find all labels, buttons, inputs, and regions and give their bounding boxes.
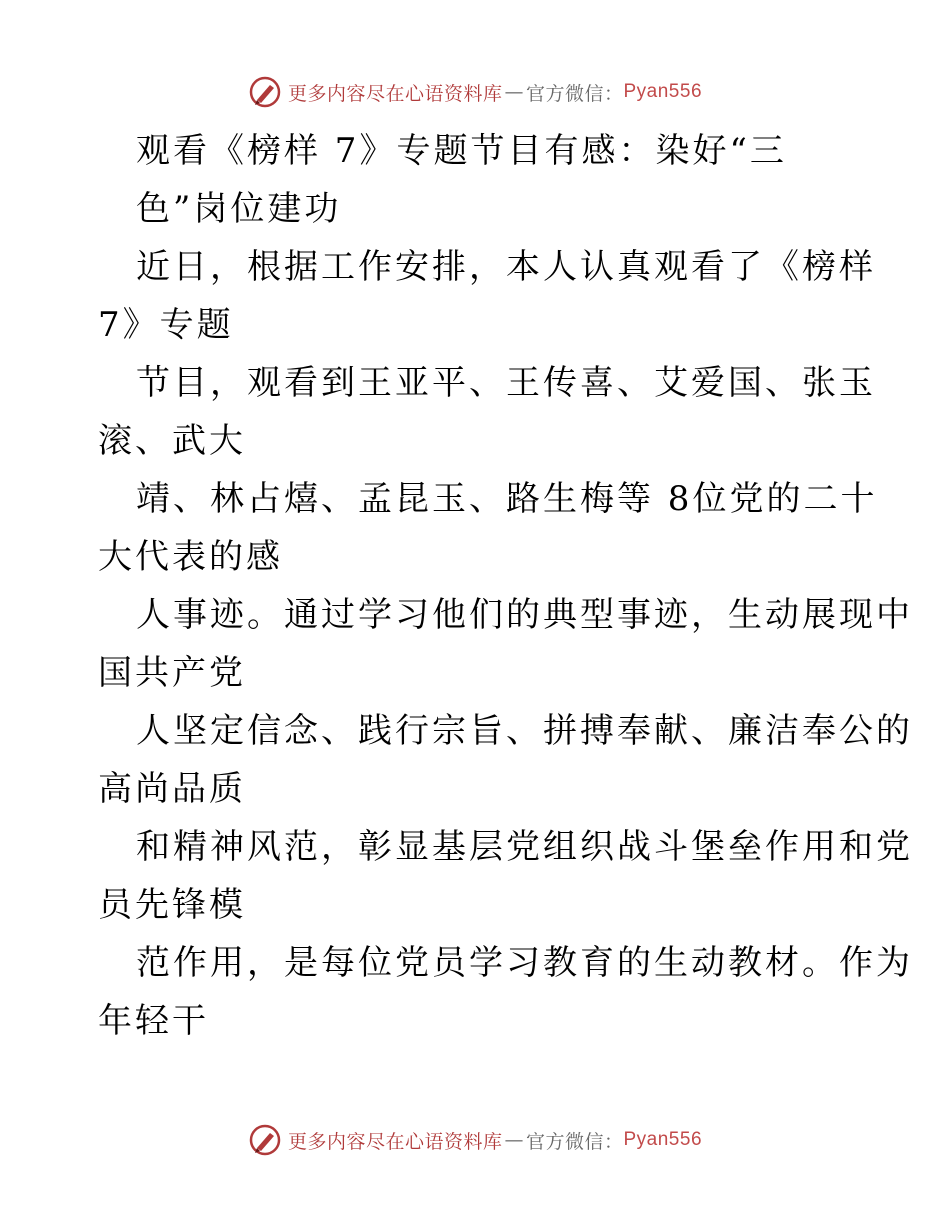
doc-line: 人坚定信念、践行宗旨、拼搏奉献、廉洁奉公的 xyxy=(136,711,913,751)
watermark-dash: — xyxy=(504,81,524,103)
doc-line: 节目，观看到王亚平、王传喜、艾爱国、张玉 xyxy=(136,363,876,403)
doc-line: 靖、林占熺、孟昆玉、路生梅等 8位党的二十 xyxy=(136,479,878,519)
watermark-contact-id: Pyan556 xyxy=(623,81,703,102)
doc-line: 色”岗位建功 xyxy=(136,189,342,229)
doc-line: 7》专题 xyxy=(98,305,234,345)
doc-line: 范作用，是每位党员学习教育的生动教材。作为 xyxy=(136,943,913,983)
doc-line: 员先锋模 xyxy=(98,885,246,925)
document-body xyxy=(98,122,913,1050)
doc-line: 滚、武大 xyxy=(98,421,246,461)
doc-line: 人事迹。通过学习他们的典型事迹，生动展现中 xyxy=(136,595,913,635)
footer-watermark xyxy=(0,1120,950,1160)
watermark-text: 更多内容尽在心语资料库 xyxy=(287,82,503,105)
doc-line: 国共产党 xyxy=(98,653,246,693)
watermark-contact-label: 官方微信： xyxy=(525,82,624,105)
doc-line: 观看《榜样 7》专题节目有感：染好“三 xyxy=(136,131,787,171)
watermark-contact-id: Pyan556 xyxy=(623,1129,703,1150)
doc-line: 大代表的感 xyxy=(98,537,283,577)
watermark-dash: — xyxy=(504,1129,524,1151)
watermark-text: 更多内容尽在心语资料库 xyxy=(287,1130,503,1153)
doc-line: 和精神风范，彰显基层党组织战斗堡垒作用和党 xyxy=(136,827,913,867)
doc-line: 近日，根据工作安排，本人认真观看了《榜样 xyxy=(136,247,876,287)
watermark-contact-label: 官方微信： xyxy=(525,1130,624,1153)
doc-line: 年轻干 xyxy=(98,1001,209,1041)
doc-line: 高尚品质 xyxy=(98,769,246,809)
pen-logo-icon xyxy=(248,75,282,109)
pen-logo-icon xyxy=(248,1123,282,1157)
header-watermark xyxy=(0,72,950,112)
